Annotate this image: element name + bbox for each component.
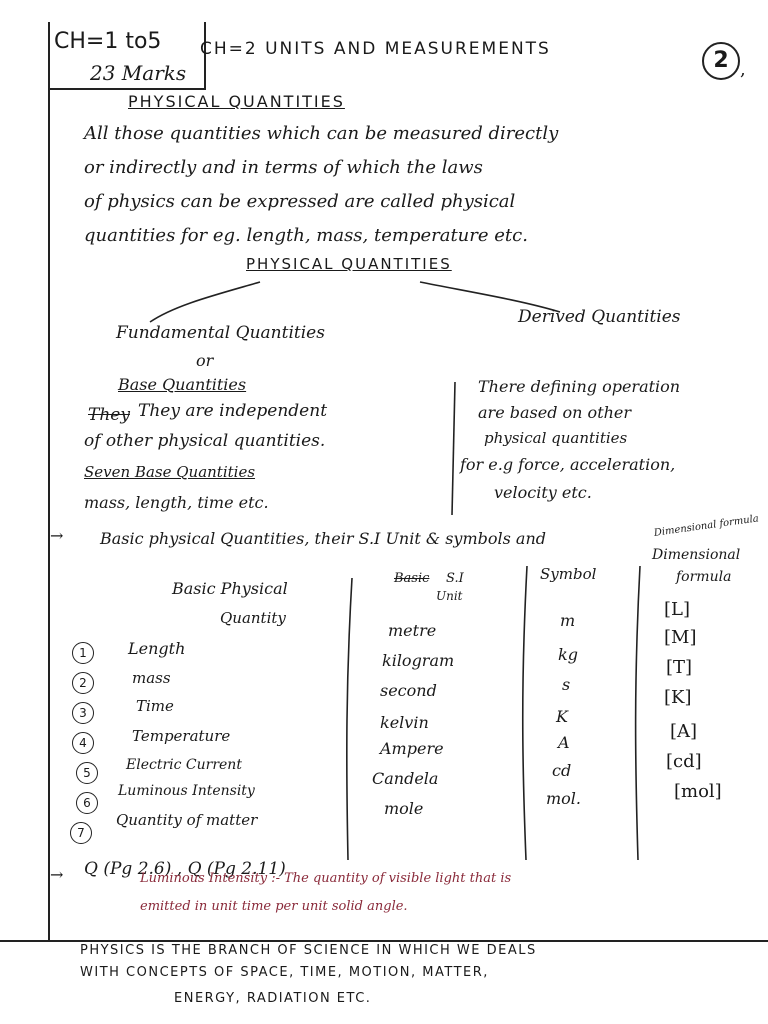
fundamental-desc-2: of other physical quantities. bbox=[84, 431, 326, 451]
derived-desc-5: velocity etc. bbox=[494, 483, 592, 502]
row-quantity: Luminous Intensity bbox=[118, 783, 255, 799]
fundamental-title: Fundamental Quantities bbox=[116, 323, 325, 343]
header-dim-2: formula bbox=[676, 569, 732, 585]
note-line-1: Luminous Intensity :- The quantity of visible light that is bbox=[140, 871, 512, 886]
fundamental-or: or bbox=[196, 351, 214, 370]
row-number: 5 bbox=[76, 762, 98, 784]
derived-title: Derived Quantities bbox=[518, 307, 681, 327]
questions-ref: Q (Pg 2.6) , Q (Pg 2.11) bbox=[84, 859, 286, 879]
fundamental-examples: mass, length, time etc. bbox=[84, 493, 269, 512]
page-suffix: , bbox=[740, 59, 746, 80]
footer-line-1: PHYSICS IS THE BRANCH OF SCIENCE IN WHICH WE DEALS bbox=[80, 943, 537, 958]
section-heading: PHYSICAL QUANTITIES bbox=[128, 92, 345, 111]
row-quantity: mass bbox=[132, 669, 171, 687]
row-symbol: cd bbox=[552, 761, 572, 780]
tree-heading: PHYSICAL QUANTITIES bbox=[246, 255, 452, 273]
definition-line-3: of physics can be expressed are called physical bbox=[84, 191, 516, 212]
header-unit-struck: Basic bbox=[394, 571, 430, 586]
row-symbol: kg bbox=[558, 645, 578, 664]
row-dim: [M] bbox=[664, 627, 697, 648]
definition-line-1: All those quantities which can be measured directly bbox=[84, 123, 559, 144]
row-unit: second bbox=[380, 681, 437, 700]
derived-desc-4: for e.g force, acceleration, bbox=[460, 455, 676, 474]
row-symbol: A bbox=[558, 733, 570, 752]
derived-desc-3: physical quantities bbox=[484, 429, 628, 447]
row-number: 1 bbox=[72, 642, 94, 664]
row-unit: metre bbox=[388, 621, 437, 640]
row-dim: [K] bbox=[664, 687, 692, 708]
row-unit: kelvin bbox=[380, 713, 429, 732]
table-intro-note: Dimensional formula bbox=[653, 513, 760, 539]
derived-desc-2: are based on other bbox=[478, 403, 632, 422]
footer-rule bbox=[0, 940, 768, 942]
row-number: 4 bbox=[72, 732, 94, 754]
marks-label: 23 Marks bbox=[90, 61, 187, 85]
row-quantity: Length bbox=[128, 639, 186, 658]
row-unit: Candela bbox=[372, 769, 439, 788]
footer-line-3: ENERGY, RADIATION ETC. bbox=[174, 991, 372, 1006]
header-unit-1: S.I bbox=[446, 571, 464, 586]
row-symbol: m bbox=[560, 611, 576, 630]
header-quantity-2: Quantity bbox=[220, 609, 286, 627]
header-unit-2: Unit bbox=[436, 589, 463, 603]
derived-desc-1: There defining operation bbox=[478, 377, 681, 396]
chapter-range: CH=1 to5 bbox=[54, 29, 162, 54]
header-dim-1: Dimensional bbox=[652, 547, 741, 563]
row-quantity: Quantity of matter bbox=[116, 811, 258, 829]
page-number: 2 bbox=[702, 42, 740, 80]
row-symbol: mol. bbox=[546, 789, 582, 808]
row-dim: [T] bbox=[666, 657, 693, 678]
row-quantity: Temperature bbox=[132, 727, 231, 745]
struck-word: They bbox=[88, 405, 130, 425]
row-quantity: Time bbox=[136, 697, 174, 715]
row-number: 3 bbox=[72, 702, 94, 724]
base-quantities-title: Base Quantities bbox=[118, 375, 247, 394]
row-number: 2 bbox=[72, 672, 94, 694]
table-intro-text: Basic physical Quantities, their S.I Unit & symbols and bbox=[100, 529, 546, 548]
header-quantity-1: Basic Physical bbox=[172, 579, 288, 598]
row-number: 6 bbox=[76, 792, 98, 814]
header-symbol: Symbol bbox=[540, 565, 597, 583]
row-symbol: s bbox=[562, 675, 571, 694]
row-number: 7 bbox=[70, 822, 92, 844]
row-dim: [mol] bbox=[674, 781, 722, 802]
footer-line-2: WITH CONCEPTS OF SPACE, TIME, MOTION, MATTER, bbox=[80, 965, 489, 980]
fundamental-desc-1: They are independent bbox=[138, 401, 328, 421]
questions-arrow: → bbox=[50, 865, 64, 884]
row-dim: [A] bbox=[670, 721, 698, 742]
definition-line-4: quantities for eg. length, mass, temperature etc. bbox=[84, 225, 528, 246]
row-quantity: Electric Current bbox=[126, 757, 242, 773]
row-unit: mole bbox=[384, 799, 424, 818]
intro-arrow: → bbox=[50, 526, 64, 545]
row-dim: [L] bbox=[664, 599, 690, 620]
note-line-2: emitted in unit time per unit solid angle. bbox=[140, 899, 408, 914]
chapter-title: CH=2 UNITS AND MEASUREMENTS bbox=[200, 39, 551, 59]
row-unit: kilogram bbox=[382, 651, 455, 670]
seven-base-quantities: Seven Base Quantities bbox=[84, 463, 256, 481]
row-dim: [cd] bbox=[666, 751, 702, 772]
definition-line-2: or indirectly and in terms of which the laws bbox=[84, 157, 483, 178]
row-symbol: K bbox=[556, 707, 568, 726]
row-unit: Ampere bbox=[380, 739, 444, 758]
